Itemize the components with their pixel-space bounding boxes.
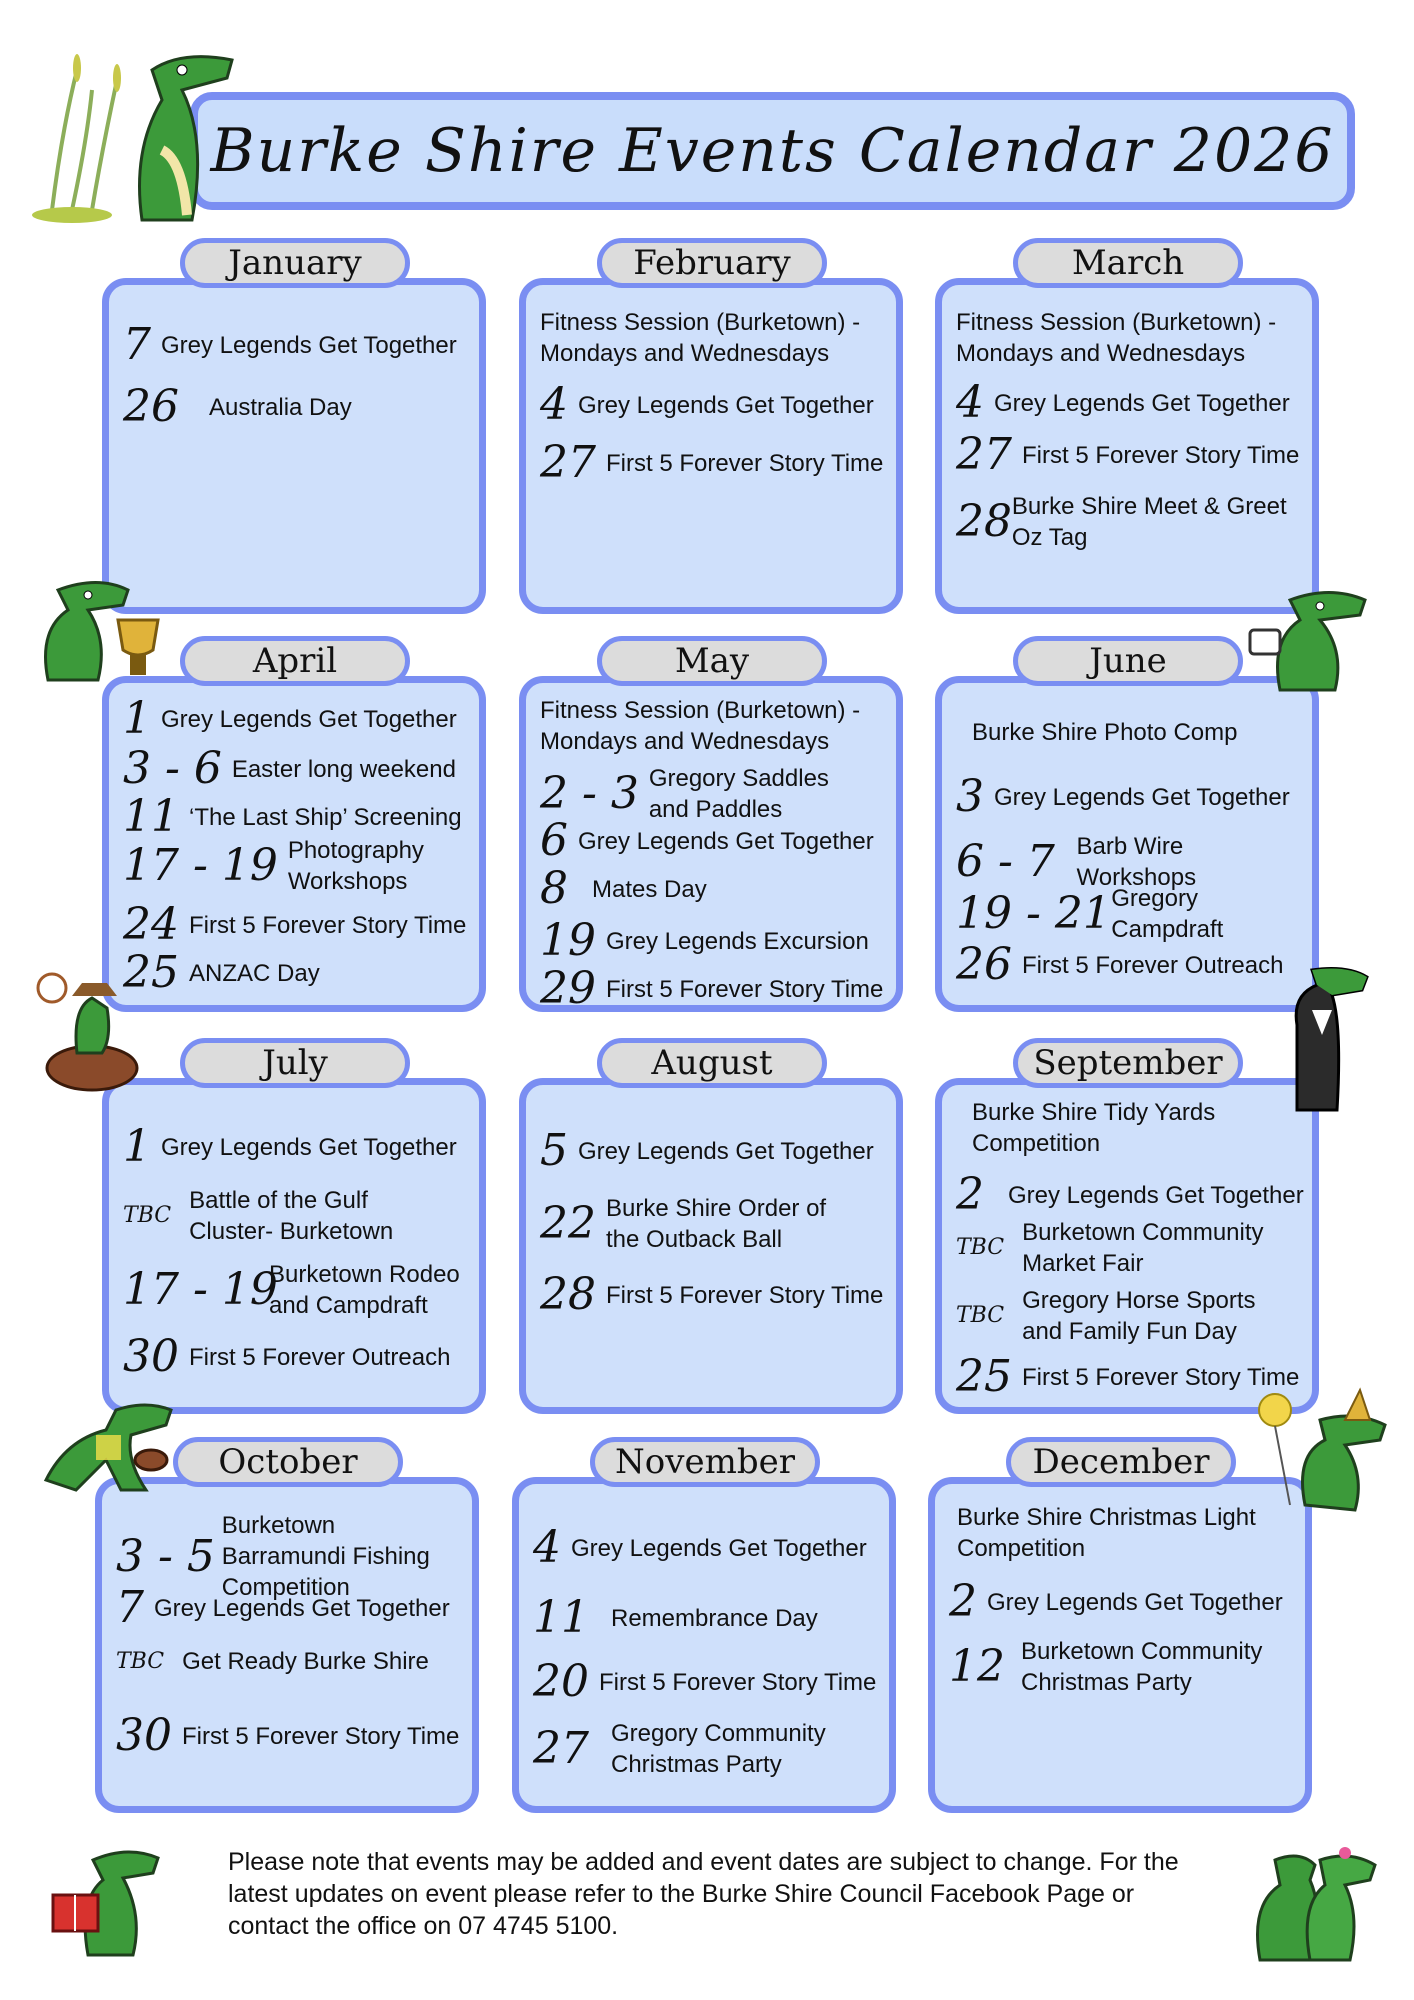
event-name: Grey Legends Excursion: [606, 927, 869, 955]
month-note: Fitness Session (Burketown) - Mondays and Wednesdays: [540, 309, 861, 367]
event-item: [540, 815, 888, 866]
month-label-june: June: [1013, 636, 1243, 686]
month-card-august: [519, 1078, 903, 1414]
event-day: 11: [123, 791, 179, 842]
event-day: 26: [956, 939, 1012, 990]
event-name: Burketown Community Market Fair: [1022, 1219, 1264, 1277]
event-day: 27: [540, 437, 596, 488]
event-day: 19 - 21: [956, 888, 1111, 939]
crocodile-reading-illustration: [48, 1840, 168, 1960]
event-name: First 5 Forever Story Time: [606, 449, 884, 477]
event-item: [540, 1269, 888, 1320]
event-name: First 5 Forever Story Time: [606, 1281, 884, 1309]
page-title: Burke Shire Events Calendar 2026: [210, 116, 1335, 186]
event-day: 1: [123, 1121, 151, 1172]
event-item: [533, 1718, 881, 1780]
event-item: [123, 1121, 471, 1172]
event-day: 27: [533, 1723, 589, 1774]
month-card-october: [95, 1477, 479, 1813]
event-day: 28: [956, 496, 1012, 547]
event-item: [956, 1169, 1304, 1220]
event-item: [949, 1636, 1297, 1698]
event-day: 7: [123, 319, 151, 370]
event-item: [533, 1656, 881, 1707]
event-name: First 5 Forever Story Time: [1022, 1363, 1300, 1391]
month-card-december: [928, 1477, 1312, 1813]
event-item: [956, 491, 1304, 553]
event-item: [540, 1125, 888, 1176]
event-day: TBC: [956, 1235, 1005, 1260]
title-banner: [190, 92, 1355, 210]
month-note: Fitness Session (Burketown) - Mondays and Wednesdays: [956, 309, 1277, 367]
month-card-june: [935, 676, 1319, 1012]
event-name: Gregory Community Christmas Party: [611, 1720, 826, 1778]
month-label-october: October: [173, 1437, 403, 1487]
event-name: First 5 Forever Story Time: [1022, 441, 1300, 469]
event-item: [540, 863, 888, 914]
event-name: Grey Legends Get Together: [161, 1133, 457, 1161]
event-day: TBC: [123, 1203, 172, 1228]
crocodile-coffee-illustration: [1240, 580, 1380, 700]
event-name: Gregory Campdraft: [1111, 885, 1224, 943]
month-note: Fitness Session (Burketown) - Mondays and Wednesdays: [540, 697, 861, 755]
event-item: [123, 1185, 471, 1247]
event-item: [540, 1193, 888, 1255]
event-item: [123, 947, 471, 998]
event-item: [533, 1522, 881, 1573]
event-name: Burke Shire Meet & Greet Oz Tag: [1011, 493, 1287, 551]
event-day: 27: [956, 429, 1012, 480]
event-item: [949, 1576, 1297, 1627]
crocodile-couple-illustration: [1245, 1835, 1385, 1965]
event-day: 28: [540, 1269, 596, 1320]
event-name: Grey Legends Get Together: [994, 389, 1290, 417]
event-day: 12: [949, 1641, 1005, 1692]
crocodile-party-illustration: [1255, 1385, 1395, 1515]
month-card-july: [102, 1078, 486, 1414]
month-card-november: [512, 1477, 896, 1813]
event-item: [540, 379, 888, 430]
event-name: Photography Workshops: [287, 837, 424, 895]
event-item: [956, 771, 1304, 822]
event-name: Remembrance Day: [611, 1604, 818, 1632]
event-day: 25: [123, 947, 179, 998]
event-item: [956, 377, 1304, 428]
event-day: 11: [533, 1592, 589, 1643]
event-name: Gregory Saddles and Paddles: [648, 765, 829, 823]
event-name: ‘The Last Ship’ Screening: [189, 803, 462, 831]
event-item: [956, 429, 1304, 480]
month-label-may: May: [597, 636, 827, 686]
event-name: Grey Legends Get Together: [161, 331, 457, 359]
month-card-may: [519, 676, 903, 1012]
month-label-july: July: [180, 1038, 410, 1088]
event-day: 24: [123, 899, 179, 950]
month-card-september: [935, 1078, 1319, 1414]
event-name: Grey Legends Get Together: [571, 1534, 867, 1562]
event-name: Grey Legends Get Together: [154, 1594, 450, 1622]
event-name: Grey Legends Get Together: [994, 783, 1290, 811]
event-day: 3 - 6: [123, 743, 222, 794]
month-label-march: March: [1013, 238, 1243, 288]
event-day: 1: [123, 693, 151, 744]
event-item: [123, 381, 471, 432]
event-day: 2: [949, 1576, 977, 1627]
month-card-march: [935, 278, 1319, 614]
event-name: Grey Legends Get Together: [578, 827, 874, 855]
event-day: 4: [540, 379, 568, 430]
event-day: 17 - 19: [123, 840, 278, 891]
month-label-february: February: [597, 238, 827, 288]
event-day: TBC: [116, 1648, 165, 1674]
month-label-november: November: [590, 1437, 820, 1487]
event-name: Burketown Community Christmas Party: [1021, 1638, 1263, 1696]
event-item: [540, 963, 888, 1014]
event-name: Burketown Rodeo and Campdraft: [268, 1261, 460, 1319]
event-name: Grey Legends Get Together: [161, 705, 457, 733]
event-item: [123, 835, 471, 897]
event-day: 22: [540, 1198, 596, 1249]
month-card-january: [102, 278, 486, 614]
event-day: 26: [123, 381, 179, 432]
crocodile-tuxedo-illustration: [1262, 965, 1372, 1115]
month-note: Burke Shire Photo Comp: [972, 719, 1238, 746]
event-name: First 5 Forever Story Time: [189, 911, 467, 939]
event-item: [116, 1710, 464, 1761]
month-label-august: August: [597, 1038, 827, 1088]
event-name: Battle of the Gulf Cluster- Burketown: [189, 1187, 394, 1245]
event-name: First 5 Forever Outreach: [1022, 951, 1284, 979]
event-day: 25: [956, 1351, 1012, 1402]
event-day: 17 - 19: [123, 1264, 278, 1315]
event-day: 6 - 7: [956, 836, 1055, 887]
event-item: [123, 693, 471, 744]
event-name: Grey Legends Get Together: [578, 1137, 874, 1165]
event-day: 19: [540, 915, 596, 966]
event-day: 2 - 3: [540, 768, 639, 819]
crocodile-cowboy-illustration: [32, 968, 152, 1103]
event-item: [123, 1259, 471, 1321]
event-item: [123, 791, 471, 842]
event-day: 3 - 5: [116, 1530, 215, 1582]
crocodile-trophy-illustration: [28, 570, 178, 690]
event-item: [956, 1351, 1304, 1402]
event-name: Barb Wire Workshops: [1076, 833, 1197, 891]
crocodile-reeds-illustration: [32, 30, 252, 230]
event-day: 29: [540, 963, 596, 1014]
event-day: 20: [533, 1656, 589, 1707]
event-name: ANZAC Day: [189, 959, 320, 987]
event-day: 2: [956, 1169, 984, 1220]
event-name: Mates Day: [592, 875, 707, 903]
event-item: [956, 883, 1304, 945]
event-name: First 5 Forever Outreach: [189, 1343, 451, 1371]
event-item: [123, 899, 471, 950]
event-item: [123, 743, 471, 794]
event-day: 4: [533, 1522, 561, 1573]
event-day: 3: [956, 771, 984, 822]
event-name: First 5 Forever Story Time: [606, 975, 884, 1003]
event-day: 7: [116, 1582, 144, 1633]
event-name: Grey Legends Get Together: [987, 1588, 1283, 1616]
event-name: Burketown Barramundi Fishing Competition: [221, 1512, 430, 1601]
event-name: Grey Legends Get Together: [578, 391, 874, 419]
event-day: 4: [956, 377, 984, 428]
event-name: Gregory Horse Sports and Family Fun Day: [1022, 1287, 1256, 1345]
event-item: [116, 1582, 464, 1633]
month-card-april: [102, 676, 486, 1012]
crocodile-football-illustration: [26, 1380, 186, 1500]
event-day: 6: [540, 815, 568, 866]
event-day: 8: [540, 863, 568, 914]
event-name: Grey Legends Get Together: [1008, 1181, 1304, 1209]
month-label-december: December: [1006, 1437, 1236, 1487]
footer-disclaimer: Please note that events may be added and event dates are subject to change. For the latest updates on event please refer to the Burke Shire Council Facebook Page or contact the office on 07 4745 5100.: [228, 1848, 1179, 1940]
event-day: TBC: [956, 1303, 1005, 1328]
event-item: [540, 763, 888, 825]
event-item: [956, 939, 1304, 990]
event-name: First 5 Forever Story Time: [182, 1722, 460, 1750]
event-item: [123, 1331, 471, 1382]
event-day: 5: [540, 1125, 568, 1176]
event-name: First 5 Forever Story Time: [599, 1668, 877, 1696]
event-name: Australia Day: [209, 393, 352, 421]
event-item: [540, 915, 888, 966]
month-note: Burke Shire Christmas Light Competition: [957, 1504, 1256, 1562]
month-label-september: September: [1013, 1038, 1243, 1088]
event-name: Burke Shire Order of the Outback Ball: [606, 1195, 827, 1253]
event-name: Get Ready Burke Shire: [182, 1648, 429, 1675]
event-item: [956, 1285, 1304, 1347]
month-label-january: January: [180, 238, 410, 288]
event-item: [123, 319, 471, 370]
event-day: 30: [123, 1331, 179, 1382]
month-note: Burke Shire Tidy Yards Competition: [972, 1099, 1216, 1157]
event-day: 30: [116, 1710, 172, 1761]
event-name: Easter long weekend: [231, 755, 456, 783]
month-card-february: [519, 278, 903, 614]
event-item: [533, 1592, 881, 1643]
month-label-april: April: [180, 636, 410, 686]
event-item: [956, 1217, 1304, 1279]
event-item: [540, 437, 888, 488]
event-item: [116, 1646, 464, 1677]
